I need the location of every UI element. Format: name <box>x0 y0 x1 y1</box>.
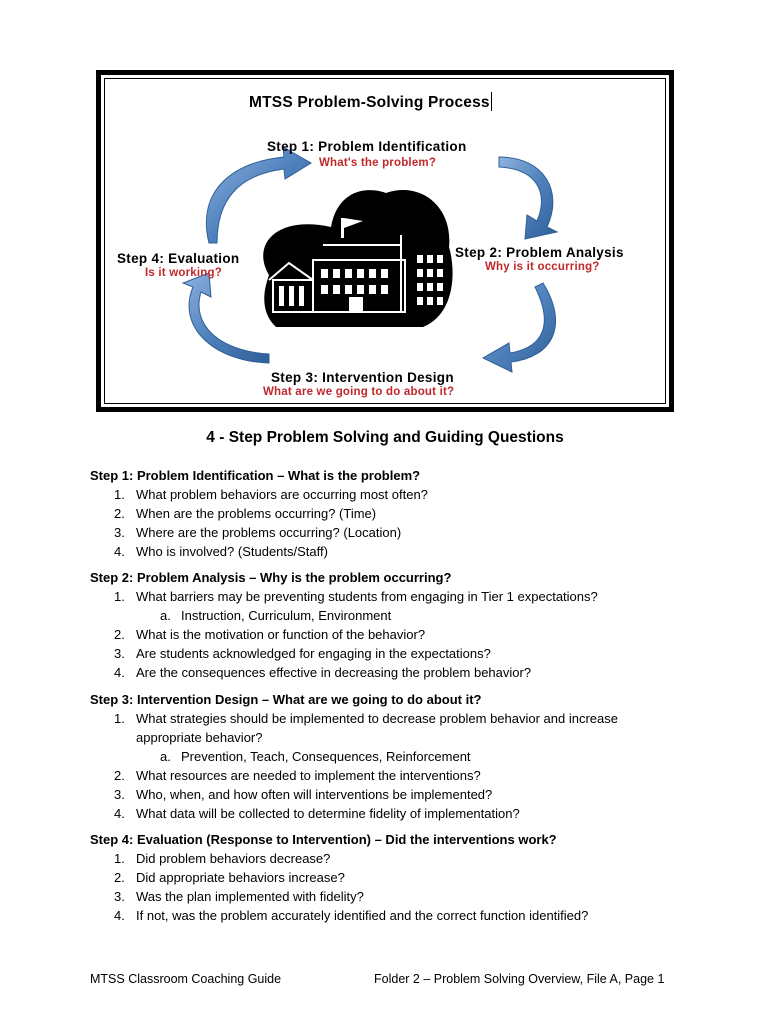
footer-right: Folder 2 – Problem Solving Overview, File A, Page 1 <box>374 972 665 986</box>
list-item-text: What resources are needed to implement the interventions? <box>136 768 481 783</box>
step4-question: Is it working? <box>145 267 222 279</box>
diagram-graphics <box>101 75 669 407</box>
section-step-2 <box>90 568 710 682</box>
footer-left: MTSS Classroom Coaching Guide <box>90 972 282 986</box>
list-item <box>90 663 710 682</box>
list-item-text: Did appropriate behaviors increase? <box>136 870 345 885</box>
list-item-number: 1. <box>114 589 125 604</box>
list-item <box>90 587 710 606</box>
list-item-number: 4. <box>114 665 125 680</box>
list-item-number: 2. <box>114 870 125 885</box>
list-item <box>90 868 710 887</box>
list-item-number: 3. <box>114 646 125 661</box>
cycle-arrow-1-to-2 <box>499 157 557 239</box>
text-cursor <box>491 92 492 111</box>
step1-question: What's the problem? <box>319 157 437 169</box>
list-item <box>90 766 710 785</box>
list-item-number: 3. <box>114 787 125 802</box>
section-heading: Step 4: Evaluation (Response to Intervention) – Did the interventions work? <box>90 832 557 847</box>
document-title: 4 - Step Problem Solving and Guiding Questions <box>206 429 564 446</box>
diagram-title: MTSS Problem-Solving Process <box>249 94 490 111</box>
list-item <box>90 485 710 504</box>
step3-label: Step 3: Intervention Design <box>271 370 454 385</box>
step2-label: Step 2: Problem Analysis <box>455 245 624 260</box>
list-item-text: What is the motivation or function of the behavior? <box>136 627 426 642</box>
list-item <box>90 887 710 906</box>
process-diagram <box>96 70 674 412</box>
list-item-text: What barriers may be preventing students from engaging in Tier 1 expectations? <box>136 589 598 604</box>
list-item-number: 4. <box>114 908 125 923</box>
list-item <box>90 523 710 542</box>
list-item <box>90 625 710 644</box>
list-item-number: 1. <box>114 487 125 502</box>
list-item-text: Are the consequences effective in decreasing the problem behavior? <box>136 665 532 680</box>
sub-list-item-text: Instruction, Curriculum, Environment <box>181 608 392 623</box>
list-item <box>90 849 710 868</box>
list-item <box>90 709 710 747</box>
sub-list-item-letter: a. <box>160 608 171 623</box>
list-item <box>90 804 710 823</box>
sub-list-item-letter: a. <box>160 749 171 764</box>
sub-list-item <box>90 747 710 766</box>
section-step-4 <box>90 830 710 925</box>
list-item-text: Did problem behaviors decrease? <box>136 851 331 866</box>
list-item-text: What problem behaviors are occurring most often? <box>136 487 428 502</box>
list-item-text: Are students acknowledged for engaging in the expectations? <box>136 646 491 661</box>
list-item-number: 1. <box>114 711 125 726</box>
list-item-number: 4. <box>114 544 125 559</box>
list-item-text: What data will be collected to determine fidelity of implementation? <box>136 806 520 821</box>
list-item <box>90 785 710 804</box>
list-item-text: Was the plan implemented with fidelity? <box>136 889 364 904</box>
section-heading: Step 3: Intervention Design – What are we going to do about it? <box>90 692 482 707</box>
list-item-number: 2. <box>114 768 125 783</box>
list-item-text: appropriate behavior? <box>136 730 263 745</box>
list-item-text: What strategies should be implemented to decrease problem behavior and increase <box>136 711 618 726</box>
section-heading: Step 1: Problem Identification – What is the problem? <box>90 468 421 483</box>
list-item-number: 2. <box>114 506 125 521</box>
cycle-arrow-3-to-4 <box>183 273 269 363</box>
list-item-text: When are the problems occurring? (Time) <box>136 506 377 521</box>
list-item <box>90 644 710 663</box>
cycle-arrow-2-to-3 <box>483 283 556 372</box>
step1-label: Step 1: Problem Identification <box>267 139 467 154</box>
list-item-text: Who is involved? (Students/Staff) <box>136 544 328 559</box>
list-item-text: Where are the problems occurring? (Location) <box>136 525 402 540</box>
step2-question: Why is it occurring? <box>485 261 600 273</box>
school-building-icon <box>263 190 452 327</box>
list-item-text: Who, when, and how often will interventions be implemented? <box>136 787 493 802</box>
sub-list-item-text: Prevention, Teach, Consequences, Reinforcement <box>181 749 471 764</box>
sub-list-item <box>90 606 710 625</box>
section-heading: Step 2: Problem Analysis – Why is the problem occurring? <box>90 570 452 585</box>
list-item-number: 2. <box>114 627 125 642</box>
list-item-text: If not, was the problem accurately identified and the correct function identified? <box>136 908 589 923</box>
list-item <box>90 906 710 925</box>
list-item <box>90 542 710 561</box>
section-step-3 <box>90 690 710 823</box>
list-item-number: 3. <box>114 525 125 540</box>
section-step-1 <box>90 466 710 561</box>
step3-question: What are we going to do about it? <box>263 386 455 398</box>
list-item <box>90 504 710 523</box>
list-item-number: 1. <box>114 851 125 866</box>
step4-label: Step 4: Evaluation <box>117 251 240 266</box>
list-item-number: 3. <box>114 889 125 904</box>
list-item-number: 4. <box>114 806 125 821</box>
